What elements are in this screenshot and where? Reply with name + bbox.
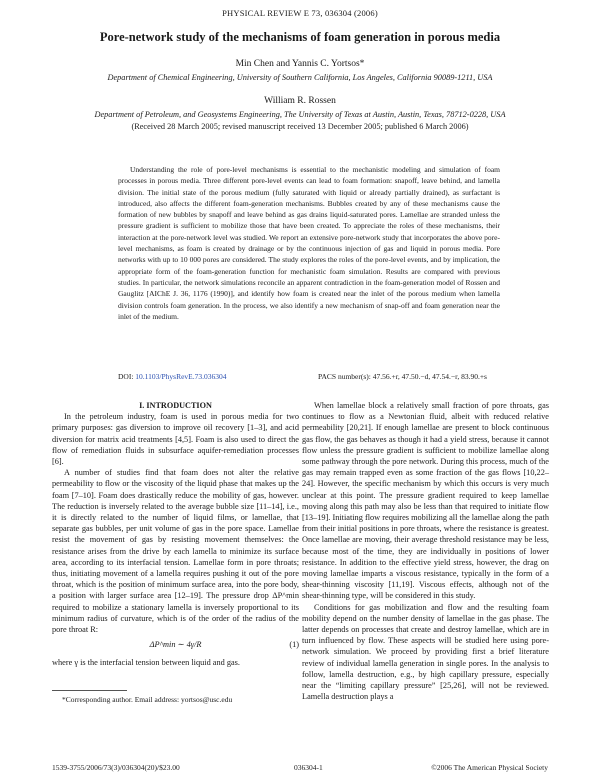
received-dates: (Received 28 March 2005; revised manuscript received 13 December 2005; published 6 March 2006)	[131, 122, 469, 131]
paragraph: In the petroleum industry, foam is used in porous media for two primary purposes: gas diversion to improve oil recovery [1–3], and acid diversion for matrix acid treatments [4,5]. Foam is also used to direct the flow of remediation fluids in subsurface aquifer-remediation processes [6].	[52, 412, 299, 467]
paragraph: where γ is the interfacial tension between liquid and gas.	[52, 658, 240, 668]
right-column	[302, 400, 549, 702]
abstract: Understanding the role of pore-level mechanisms is essential to the mechanistic modeling and simulation of foam processes in porous media. Three different pore-level events can lead to foam formation: snapoff, leave behind, and lamella division. The initial state of the porous medium (fully saturated with liquid or already partially drained), as surfactant is introduced, also affects the different foam-generation mechanisms. Bubbles created by any of these mechanisms cause the formation of new bubbles by snapoff and leave behind as gas drains liquid-saturated pores. Lamellae are stranded unless the pressure gradient is sufficient to mobilize those that have been created. To appreciate the roles of these mechanisms, their interaction at the pore-network level was studied. We report an extensive pore-network study that incorporates the above pore-level mechanisms, as foam is created by drainage or by the continuous injection of gas and liquid in porous media. Pore networks with up to 10 000 pores are considered. The study explores the roles of the pore-level events, and by implication, the appropriate form of the foam-generation function for mechanistic foam simulation. Results are compared with previous studies. In particular, the network simulations reconcile an apparent contradiction in the foam-generation model of Rossen and Gauglitz [AIChE J. 36, 1176 (1990)], and identify how foam is created near the inlet of the porous medium when lamella division controls foam generation. In the process, we also identify a new mechanism of snap-off and foam generation near the inlet of the medium.	[118, 165, 500, 321]
doi-label: DOI:	[118, 372, 134, 381]
equation	[52, 639, 299, 653]
affiliation-2: Department of Petroleum, and Geosystems Engineering, The University of Texas at Austin, Austin, Texas, 78712-0228, USA	[94, 110, 506, 119]
paragraph: When lamellae block a relatively small fraction of pore throats, gas continues to flow as a Newtonian fluid, albeit with reduced relative permeability [20,21]. If enough lamellae are present to block continuous gas flow, the gas behaves as though it had a yield stress, because it cannot flow unless the pressure gradient is sufficient to mobilize lamellae along some pathway through the pore network. During this process, much of the gas may remain trapped even as some fraction of the gas flows [10,22–24]. However, the specific mechanism by which this occurs is very much unclear at this point. The pressure gradient required to keep lamellae moving along this path may also be less than that required to initiate flow [13–19]. Initiating flow requires mobilizing all the lamellae along the path from their initial positions in pore throats, where the resistance is greatest. Once lamellae are moving, their average threshold resistance may be less, because most of the time, they are individually in positions of lower resistance. In addition to the effective yield stress, however, the drag on moving lamellae imparts a viscous resistance, typically in the form of a shear-thinning viscosity [11,19]. Viscous effects, although not of the shear-thinning type, will be considered in this study.	[302, 401, 549, 601]
doi-link[interactable]: 10.1103/PhysRevE.73.036304	[135, 372, 227, 381]
equation-number: (1)	[289, 640, 299, 650]
section-heading: I. INTRODUCTION	[139, 401, 212, 410]
left-column	[52, 400, 299, 668]
doi	[118, 372, 226, 381]
running-head: PHYSICAL REVIEW E 73, 036304 (2006)	[222, 8, 378, 18]
footnote: *Corresponding author. Email address: yortsos@usc.edu	[62, 695, 233, 704]
affiliation-1: Department of Chemical Engineering, University of Southern California, Los Angeles, California 90089-1211, USA	[107, 73, 493, 82]
page-number: 036304-1	[294, 763, 323, 772]
authors-line-2: William R. Rossen	[264, 96, 336, 106]
paper-title: Pore-network study of the mechanisms of foam generation in porous media	[99, 30, 501, 44]
authors-line-1: Min Chen and Yannis C. Yortsos*	[235, 59, 365, 69]
paragraph: Conditions for gas mobilization and flow and the resulting foam mobility depend on the number density of lamellae in the gas phase. The latter depends on processes that create and destroy lamellae, which are in turn influenced by flow. These aspects will be studied here using pore-network simulation. We proceed by providing first a brief literature review of individual lamella generation in single pores. In the analysis to follow, lamella destruction, e.g., by high capillary pressure, especially near the “limiting capillary pressure” [25,26], will not be reviewed. Lamella destruction plays a	[302, 602, 549, 702]
pacs-numbers: PACS number(s): 47.56.+r, 47.50.−d, 47.54.−r, 83.90.+s	[318, 372, 487, 381]
equation-text: ΔP^min ∼ 4γ/R	[149, 640, 202, 650]
footer-issn: 1539-3755/2006/73(3)/036304(20)/$23.00	[52, 763, 180, 772]
copyright: ©2006 The American Physical Society	[431, 763, 548, 772]
footnote-divider	[52, 690, 127, 691]
paragraph: A number of studies find that foam does not alter the relative permeability to flow or the viscosity of the liquid phase that makes up the foam [7–10]. Foam does drastically reduce the mobility of gas, however. The reduction is inversely related to the average bubble size [11–14], i.e., it is directly related to the number of liquid films, or lamellae, that separate gas bubbles, per unit volume of gas in the pore space. Lamellae resist the movement of gas by resisting movement themselves: the resistance arises from the drive by each lamella to minimize its surface area, according to its interfacial tension. Lamellae form in pore throats; thus, initiating movement of a lamella requires pushing it out of the pore throat, which is the position of minimum surface area, into the pore body, a position with larger surface area [12–19]. The pressure drop ΔP^min required to mobilize a stationary lamella is inversely proportional to its minimum radius of curvature, which is of the order of the radius of the pore throat R:	[52, 468, 299, 635]
